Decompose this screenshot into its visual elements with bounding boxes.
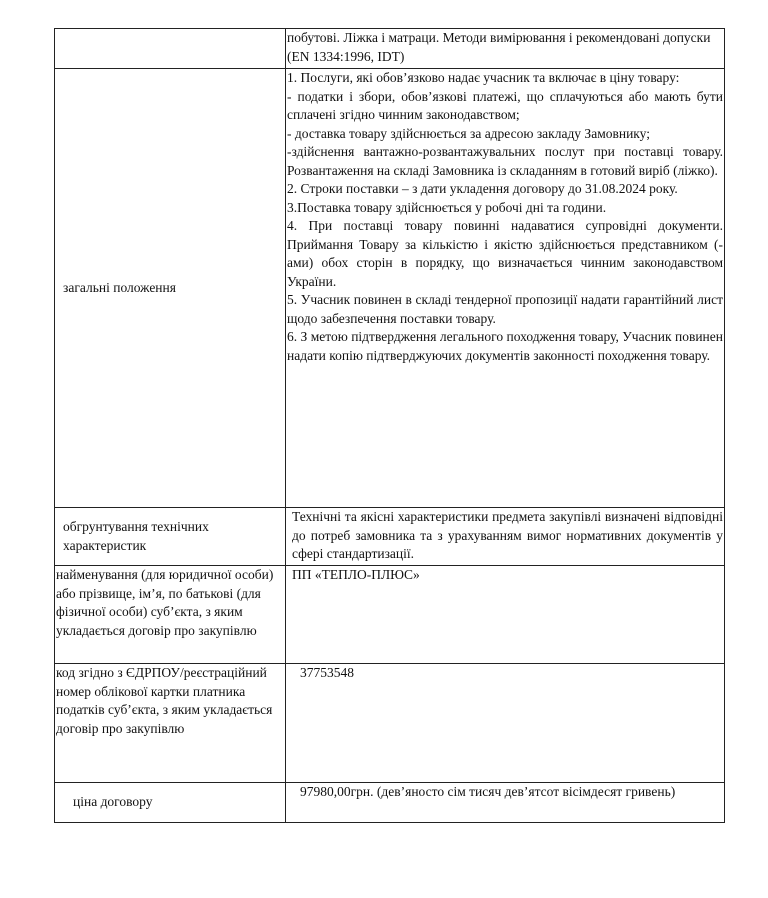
cell-label: обгрунтування технічних характеристик <box>63 519 209 553</box>
cell-label: код згідно з ЄДРПОУ/реєстраційний номер облікової картки платника податків суб’єкта, з яким укладається договір про закупівлю <box>56 665 273 736</box>
cell-label: ціна договору <box>73 794 153 810</box>
provision-line: 3.Поставка товару здійснюється у робочі дні та години. <box>287 199 607 215</box>
table-row <box>55 664 725 783</box>
provision-line: 2. Строки поставки – з дати укладення договору до 31.08.2024 року. <box>287 181 678 196</box>
table-row <box>55 783 725 823</box>
provision-line: - податки і збори, обов’язкові платежі, що сплачуються або мають бути сплачені згідно чинним законодавством; <box>287 88 723 122</box>
table-row <box>55 508 725 566</box>
provision-line: 4. При поставці товару повинні надаватися супровідні документи. Приймання Товару за кількістю і якістю здійснюється представником (-ами) обох сторін в порядку, що визначається чинним законодавством України. <box>287 218 723 289</box>
standard-continuation <box>286 29 725 69</box>
row-label-contract-price <box>55 783 286 823</box>
cell-text: ПП «ТЕПЛО-ПЛЮС» <box>292 567 420 582</box>
table-row <box>55 29 725 69</box>
table-row <box>55 69 725 508</box>
cell-text: побутові. Ліжка і матраци. Методи вимірювання і рекомендовані допуски (EN 1334:1996, IDT) <box>287 30 711 64</box>
general-provisions-content <box>286 69 725 508</box>
cell-text: 97980,00грн. (дев’яносто сім тисяч дев’ятсот вісімдесят гривень) <box>300 784 676 799</box>
provision-line: - доставка товару здійснюється за адресою закладу Замовнику; <box>287 125 650 141</box>
provision-line: 6. З метою підтвердження легального походження товару, Учасник повинен надати копію підтверджуючих документів законності походження товару. <box>287 329 723 363</box>
contract-price-content <box>286 783 725 823</box>
cell-label: найменування (для юридичної особи) або прізвище, ім’я, по батькові (для фізичної особи) суб’єкта, з яким укладається договір про закупівлю <box>56 567 274 638</box>
row-label-supplier-name <box>55 566 286 664</box>
cell-label: загальні положення <box>63 279 176 295</box>
row-label-general-provisions <box>55 69 286 508</box>
row-label-empty <box>55 29 286 69</box>
table-row <box>55 566 725 664</box>
procurement-table <box>54 28 725 823</box>
provision-line: -здійснення вантажно-розвантажувальних послут при поставці товару. Розвантаження на складі Замовника із складанням в готовий виріб (ліжко). <box>287 144 723 178</box>
supplier-name-content <box>286 566 725 664</box>
justification-content <box>286 508 725 566</box>
provision-line: 1. Послуги, які обов’язково надає учасник та включає в ціну товару: <box>287 70 680 85</box>
edrpou-code-content <box>286 664 725 783</box>
cell-text: 37753548 <box>300 665 354 680</box>
cell-text: Технічні та якісні характеристики предмета закупівлі визначені відповідні до потреб замовника та з урахуванням вимог нормативних документів у сфері стандартизації. <box>292 509 723 561</box>
row-label-justification <box>55 508 286 566</box>
provision-line: 5. Учасник повинен в складі тендерної пропозиції надати гарантійний лист щодо забезпечення поставки товару. <box>287 292 723 326</box>
row-label-edrpou-code <box>55 664 286 783</box>
